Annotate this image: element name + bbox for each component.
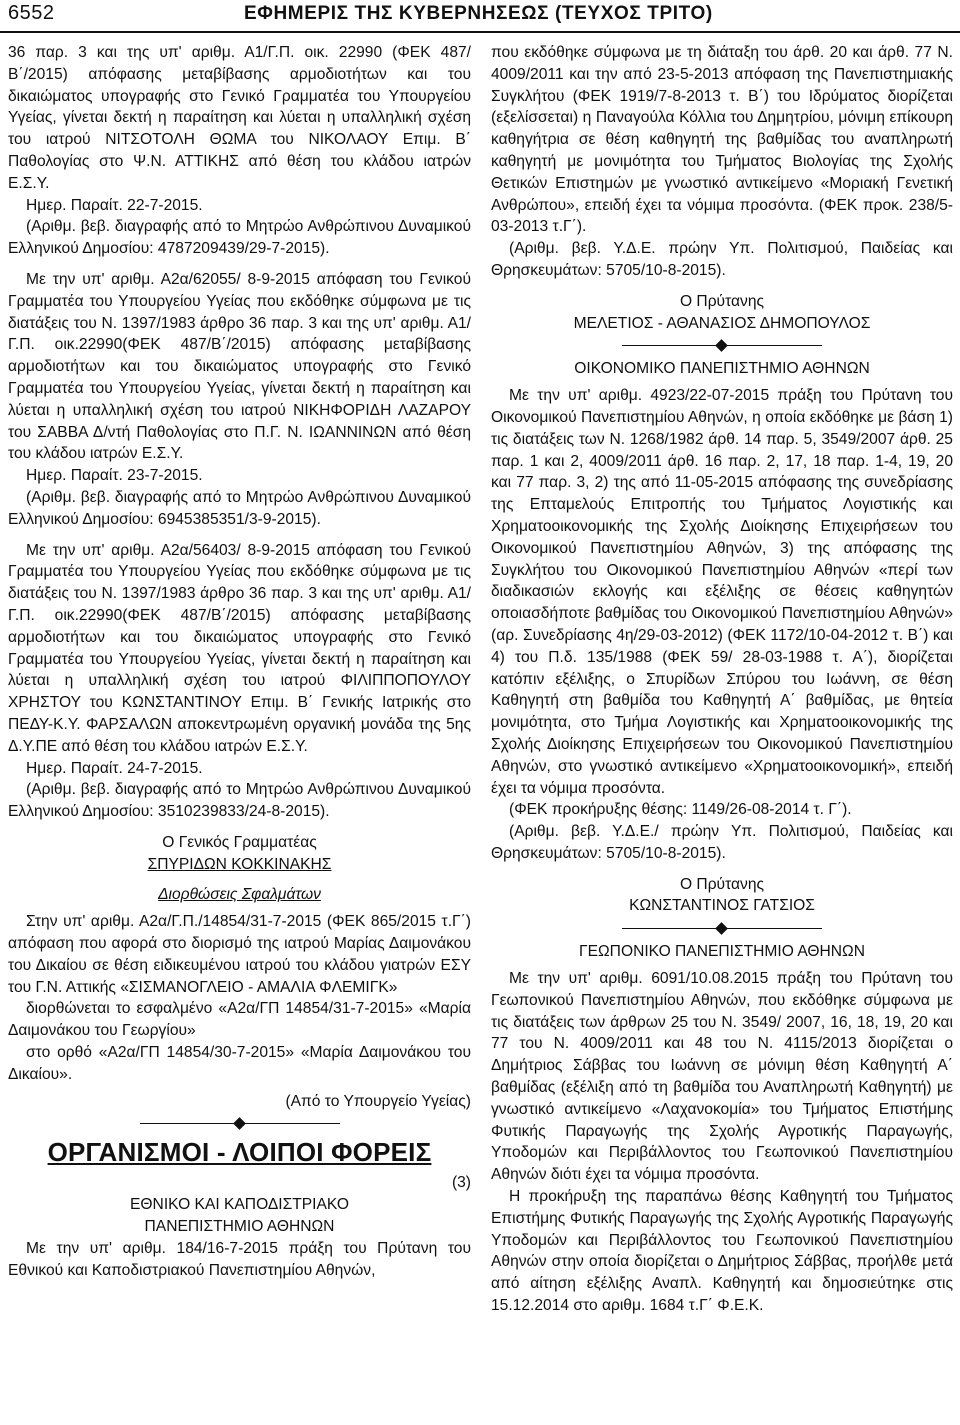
section-divider bbox=[140, 1118, 340, 1130]
paragraph: Η προκήρυξη της παραπάνω θέσης Καθηγητή του Τμήματος Επιστήμης Φυτικής Παραγωγής της Σχολής Αγροτικής Παραγωγής Υποδομών και Περιβάλλοντος του Γεωπονικού Πανεπιστημίου Αθηνών στην οποία διορίζεται ο Δημήτριος Σάββας, προήλθε μετά από αίτηση εξέλιξης Αναπλ. Καθηγητή και δημοσιεύτηκε στις 15.12.2014 στο αριθμ. 1684 τ.Γ΄ Φ.Ε.Κ. bbox=[491, 1188, 953, 1315]
paragraph: 36 παρ. 3 και της υπ' αριθμ. Α1/Γ.Π. οικ. 22990 (ΦΕΚ 487/ Β΄/2015) απόφασης μεταβίβασης αρμοδιοτήτων και του δικαιώματος υπογραφής στο Γενικό Γραμματέα του Υπουργείου Υγείας, γίνεται δεκτή η παραίτηση και λύεται η υπαλληλική σχέση του ιατρού ΝΙΤΣΟΤΟΛΗ ΘΩΜΑ του ΝΙΚΟΛΑΟΥ Επιμ. Β΄ Παθολογίας στο Ψ.Ν. ΑΤΤΙΚΗΣ από θέση του κλάδου ιατρών Ε.Σ.Υ. bbox=[8, 44, 471, 192]
resignation-date: Ημερ. Παραίτ. 24-7-2015. bbox=[26, 759, 203, 777]
right-column bbox=[491, 42, 953, 1317]
correction-text: στο ορθό «Α2α/ΓΠ 14854/30-7-2015» «Μαρία Δαιμονάκου του Δικαίου». bbox=[8, 1044, 471, 1083]
signatory-name: ΚΩΝΣΤΑΝΤΙΝΟΣ ΓΑΤΣΙΟΣ bbox=[629, 897, 815, 915]
signatory-title: Ο Γενικός Γραμματέας bbox=[162, 833, 317, 851]
registry-note: (Αριθμ. βεβ. διαγραφής από το Μητρώο Ανθρώπινου Δυναμικού Ελληνικού Δημοσίου: 4787209439/29-7-2015). bbox=[8, 218, 471, 258]
correction-text: Στην υπ' αριθμ. Α2α/Γ.Π./14854/31-7-2015 (ΦΕΚ 865/2015 τ.Γ΄) απόφαση που αφορά στο διορισμό της ιατρού Μαρίας Δαιμονάκου του Δικαίου σε θέση ειδικευμένου ιατρού του κλάδου γιατρών ΕΣΥ του Γ.Ν. Αττικής «ΣΙΣΜΑΝΟΓΛΕΙΟ - ΑΜΑΛΙΑ ΦΛΕΜΙΓΚ» bbox=[8, 913, 471, 996]
registry-note: (Αριθμ. βεβ. Υ.Δ.Ε. πρώην Υπ. Πολιτισμού, Παιδείας και Θρησκευμάτων: 5705/10-8-2015). bbox=[491, 240, 953, 279]
section-number: (3) bbox=[451, 1174, 471, 1192]
paragraph: Με την υπ' αριθμ. 184/16-7-2015 πράξη του Πρύτανη του Εθνικού και Καποδιστριακού Πανεπιστημίου Αθηνών, bbox=[8, 1239, 471, 1279]
header-rule bbox=[0, 31, 960, 33]
left-column bbox=[8, 42, 471, 1281]
signatory-name: ΣΠΥΡΙΔΩΝ ΚΟΚΚΙΝΑΚΗΣ bbox=[147, 855, 332, 873]
university-name: ΓΕΩΠΟΝΙΚΟ ΠΑΝΕΠΙΣΤΗΜΙΟ ΑΘΗΝΩΝ bbox=[579, 943, 865, 961]
ministry-source: (Από το Υπουργείο Υγείας) bbox=[285, 1092, 471, 1110]
university-name: ΟΙΚΟΝΟΜΙΚΟ ΠΑΝΕΠΙΣΤΗΜΙΟ ΑΘΗΝΩΝ bbox=[574, 360, 870, 378]
resignation-date: Ημερ. Παραίτ. 23-7-2015. bbox=[26, 467, 203, 485]
registry-note: (Αριθμ. βεβ. διαγραφής από το Μητρώο Ανθρώπινου Δυναμικού Ελληνικού Δημοσίου: 6945385351/3-9-2015). bbox=[8, 488, 471, 528]
section-divider bbox=[622, 923, 822, 935]
paragraph: Με την υπ' αριθμ. 4923/22-07-2015 πράξη του Πρύτανη του Οικονομικού Πανεπιστημίου Αθηνών, η οποία εκδόθηκε με βάση 1) τις διατάξεις των Ν. 1268/1982 άρθ. 14 παρ. 5, 3549/2007 άρθ. 25 παρ. 1 και 2, 4009/2011 άρθ. 16 παρ. 2, 17, 18 παρ. 1-4, 19, 20 και 77 παρ. 3, 2) της από 11-05-2015 απόφασης της συνεδρίασης της Επταμελούς Επιτροπής του Τμήματος Λογιστικής και Χρηματοοικονομικής της Σχολής Διοίκησης Επιχειρήσεων του Οικονομικού Πανεπιστημίου Αθηνών, 3) της απόφασης της Συγκλήτου του Οικονομικού Πανεπιστημίου Αθηνών «περί των διαδικασιών εκλογής και εξέλιξης σε θέσεις καθηγητών οποιασδήποτε βαθμίδας του Οικονομικού Πανεπιστημίου Αθηνών» (αρ. Συνεδρίασης 4η/29-03-2012) (ΦΕΚ 1172/10-04-2012 τ. Β΄) και 4) του Π.δ. 135/1988 (ΦΕΚ 59/ 28-03-1988 τ. Α΄), διορίζεται κατόπιν εξέλιξης, ο Σπυρίδων Σπύρου του Ιωάννη, σε θέση Καθηγητή στη βαθμίδα του Καθηγητή Α΄ βαθμίδας, με θητεία μονιμότητα, στο Τμήμα Λογιστικής και Χρηματοοικονομικής της Σχολής Διοίκησης Επιχειρήσεων του Οικονομικού Πανεπιστημίου Αθηνών, στο γνωστικό αντικείμενο «Χρηματοοικονομική», επειδή έχει τα νόμιμα προσόντα. bbox=[491, 387, 953, 797]
corrections-heading: Διορθώσεις Σφαλμάτων bbox=[158, 886, 321, 904]
registry-note: (Αριθμ. βεβ. διαγραφής από το Μητρώο Ανθρώπινου Δυναμικού Ελληνικού Δημοσίου: 3510239833/24-8-2015). bbox=[8, 781, 471, 821]
university-name: ΕΘΝΙΚΟ ΚΑΙ ΚΑΠΟΔΙΣΤΡΙΑΚΟ bbox=[130, 1196, 349, 1214]
paragraph: Με την υπ' αριθμ. 6091/10.08.2015 πράξη του Πρύτανη του Γεωπονικού Πανεπιστημίου Αθηνών, που εκδόθηκε σύμφωνα με τις διατάξεις των άρθρων 25 του Ν. 3549/ 2007, 16, 18, 19, 20 και 77 του Ν. 4009/2011 και 48 του Ν. 4115/2013 διορίζεται ο Δημήτριος Σάββας του Ιωάννη σε μόνιμη θέση Καθηγητή Α΄ βαθμίδας (εξέλιξη από τη βαθμίδα του Αναπληρωτή Καθηγητή) με γνωστικό αντικείμενο «Λαχανοκομία» του Τμήματος Επιστήμης Φυτικής Παραγωγής της Σχολής Αγροτικής Παραγωγής, Υποδομών και Περιβάλλοντος του Γεωπονικού Πανεπιστημίου Αθηνών διότι έχει τα νόμιμα προσόντα. bbox=[491, 970, 953, 1184]
section-divider bbox=[622, 340, 822, 352]
signatory-title: Ο Πρύτανης bbox=[679, 875, 765, 893]
correction-text: διορθώνεται το εσφαλμένο «Α2α/ΓΠ 14854/31-7-2015» «Μαρία Δαιμονάκου του Γεωργίου» bbox=[8, 1000, 471, 1040]
paragraph: Με την υπ' αριθμ. Α2α/56403/ 8-9-2015 απόφαση του Γενικού Γραμματέα του Υπουργείου Υγείας που εκδόθηκε σύμφωνα με τις διατάξεις του Ν. 1397/1983 άρθρο 36 παρ. 3 και της υπ' αριθμ. Α1/Γ.Π. οικ.22990(ΦΕΚ 487/Β΄/2015) απόφασης μεταβίβασης αρμοδιοτήτων και του δικαιώματος υπογραφής στο Γενικό Γραμματέα του Υπουργείου Υγείας, γίνεται δεκτή η παραίτηση και λύεται η υπαλληλική σχέση του ιατρού ΦΙΛΙΠΠΟΠΟΥΛΟΥ ΧΡΗΣΤΟΥ του ΚΩΝΣΤΑΝΤΙΝΟΥ Επιμ. Β΄ Γενικής Ιατρικής στο ΠΕΔΥ-Κ.Υ. ΦΑΡΣΑΛΩΝ αποκεντρωμένη οργανική μονάδα της 5ης Δ.Υ.ΠΕ από θέση του κλάδου ιατρών Ε.Σ.Υ. bbox=[8, 541, 471, 755]
signatory-title: Ο Πρύτανης bbox=[679, 292, 765, 310]
university-name: ΠΑΝΕΠΙΣΤΗΜΙΟ ΑΘΗΝΩΝ bbox=[144, 1218, 335, 1236]
paragraph: που εκδόθηκε σύμφωνα με τη διάταξη του άρθ. 20 και άρθ. 77 Ν. 4009/2011 και την από 23-5-2013 απόφαση της Πανεπιστημιακής Συγκλήτου (ΦΕΚ 1919/7-8-2013 τ. Β΄) του Ιδρύματος διορίζεται (εξελίσσεται) η Παναγούλα Κόλλια του Δημητρίου, μόνιμη επίκουρη καθηγήτρια σε θέση καθηγητή της βαθμίδας του αναπληρωτή καθηγητή με μονιμότητα του Τμήματος Βιολογίας της Σχολής Θετικών Επιστημών με γνωστικό αντικείμενο «Μοριακή Γενετική Ανθρώπου», επειδή έχει τα νόμιμα προσόντα. (ΦΕΚ προκ. 238/5-03-2013 τ.Γ΄). bbox=[491, 44, 953, 236]
signatory-name: ΜΕΛΕΤΙΟΣ - ΑΘΑΝΑΣΙΟΣ ΔΗΜΟΠΟΥΛΟΣ bbox=[573, 314, 871, 332]
paragraph: Με την υπ' αριθμ. Α2α/62055/ 8-9-2015 απόφαση του Γενικού Γραμματέα του Υπουργείου Υγείας που εκδόθηκε σύμφωνα με τις διατάξεις του Ν. 1397/1983 άρθρο 36 παρ. 3 και της υπ' αριθμ. Α1/Γ.Π. οικ.22990(ΦΕΚ 487/Β΄/2015) απόφασης μεταβίβασης αρμοδιοτήτων και του δικαιώματος υπογραφής στο Γενικό Γραμματέα του Υπουργείου Υγείας, γίνεται δεκτή η παραίτηση και λύεται η υπαλληλική σχέση του ιατρού ΝΙΚΗΦΟΡΙΔΗ ΛΑΖΑΡΟΥ του ΣΑΒΒΑ Δ/ντή Παθολογίας στο Π.Γ. Ν. ΙΩΑΝΝΙΝΩΝ από θέση του κλάδου ιατρών Ε.Σ.Υ. bbox=[8, 270, 471, 463]
registry-note: (Αριθμ. βεβ. Υ.Δ.Ε./ πρώην Υπ. Πολιτισμού, Παιδείας και Θρησκευμάτων: 5705/10-8-2015). bbox=[491, 823, 953, 862]
page-header bbox=[0, 0, 960, 40]
resignation-date: Ημερ. Παραίτ. 22-7-2015. bbox=[26, 196, 203, 214]
page-number: 6552 bbox=[8, 2, 55, 24]
section-heading: ΟΡΓΑΝΙΣΜΟΙ - ΛΟΙΠΟΙ ΦΟΡΕΙΣ bbox=[47, 1137, 432, 1168]
gazette-title: ΕΦΗΜΕΡΙΣ ΤΗΣ ΚΥΒΕΡΝΗΣΕΩΣ (ΤΕΥΧΟΣ ΤΡΙΤΟ) bbox=[244, 3, 713, 24]
announcement-note: (ΦΕΚ προκήρυξης θέσης: 1149/26-08-2014 τ. Γ΄). bbox=[509, 801, 852, 819]
